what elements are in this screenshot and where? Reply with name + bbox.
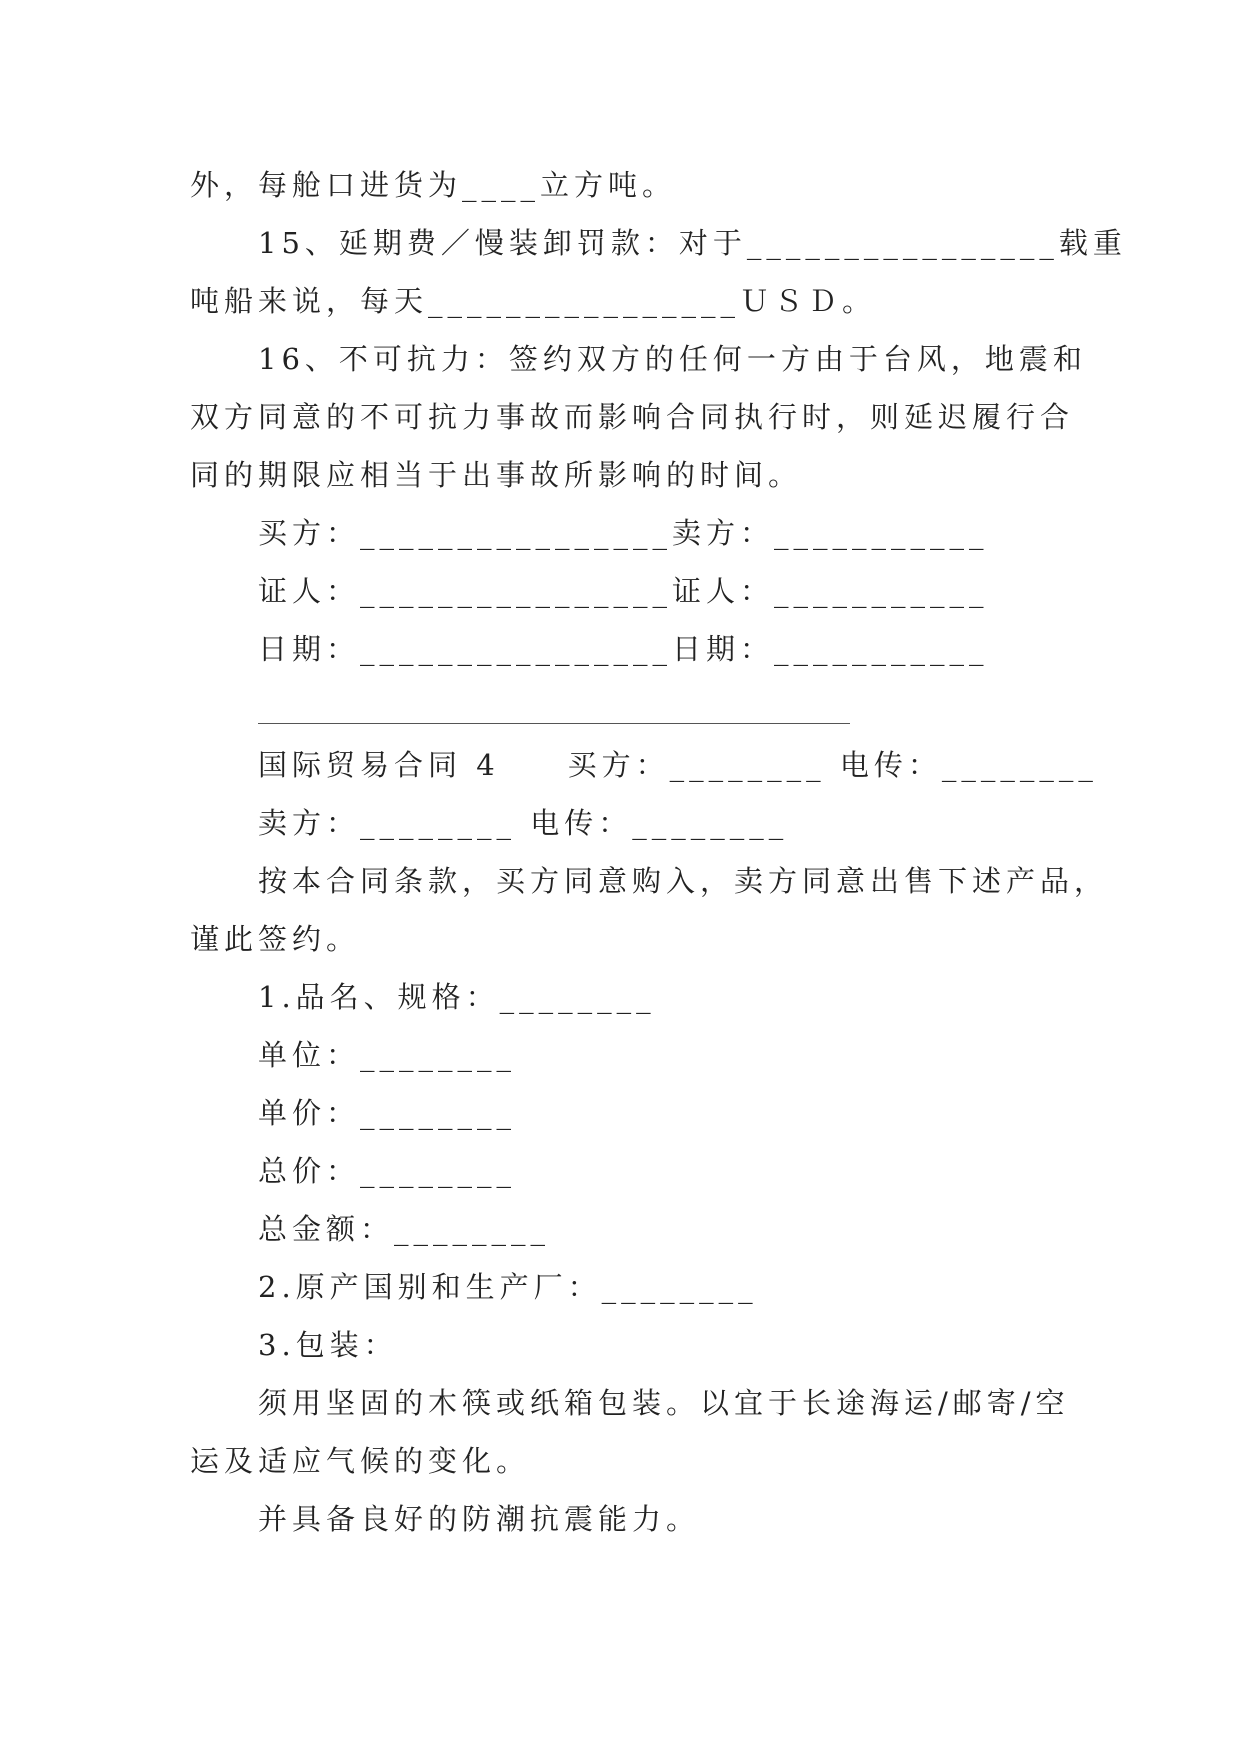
clause-15-line: 15、延期费／慢装卸罚款：对于________________载重 [258,226,1127,260]
total-amount-line: 总金额：________ [258,1212,551,1246]
text-line-6: 同的期限应相当于出事故所影响的时间。 [190,458,803,492]
unit-line: 单位：________ [258,1038,517,1072]
origin-manufacturer-line: 2.原产国别和生产厂：________ [258,1270,758,1304]
packing-heading: 3.包装： [258,1328,398,1362]
unit-price-line: 单价：________ [258,1096,517,1130]
packing-text-line-3: 并具备良好的防潮抗震能力。 [258,1502,701,1536]
witness-signature-line: 证人：________________证人：___________ [258,574,989,608]
contract-4-header-line: 国际贸易合同 4 买方：________ 电传：________ [258,748,1098,782]
agreement-line-cont: 谨此签约。 [190,922,361,956]
clause-16-line: 16、不可抗力：签约双方的任何一方由于台风，地震和 [258,342,1087,376]
agreement-line: 按本合同条款，买方同意购入，卖方同意出售下述产品， [258,864,1109,898]
seller-telex-line: 卖方：________ 电传：________ [258,806,789,840]
text-line-5: 双方同意的不可抗力事故而影响合同执行时，则延迟履行合 [190,400,1075,434]
text-line-3: 吨船来说，每天________________ＵＳＤ。 [190,284,877,318]
date-signature-line: 日期：________________日期：___________ [258,632,989,666]
text-line-1: 外，每舱口进货为____立方吨。 [190,168,677,202]
total-price-line: 总价：________ [258,1154,517,1188]
packing-text-line-1: 须用坚固的木筷或纸箱包装。以宜于长途海运/邮寄/空 [258,1386,1070,1420]
item-name-spec-line: 1.品名、规格：________ [258,980,656,1014]
section-divider [258,723,850,724]
buyer-seller-signature-line: 买方：________________卖方：___________ [258,516,989,550]
packing-text-line-2: 运及适应气候的变化。 [190,1444,531,1478]
